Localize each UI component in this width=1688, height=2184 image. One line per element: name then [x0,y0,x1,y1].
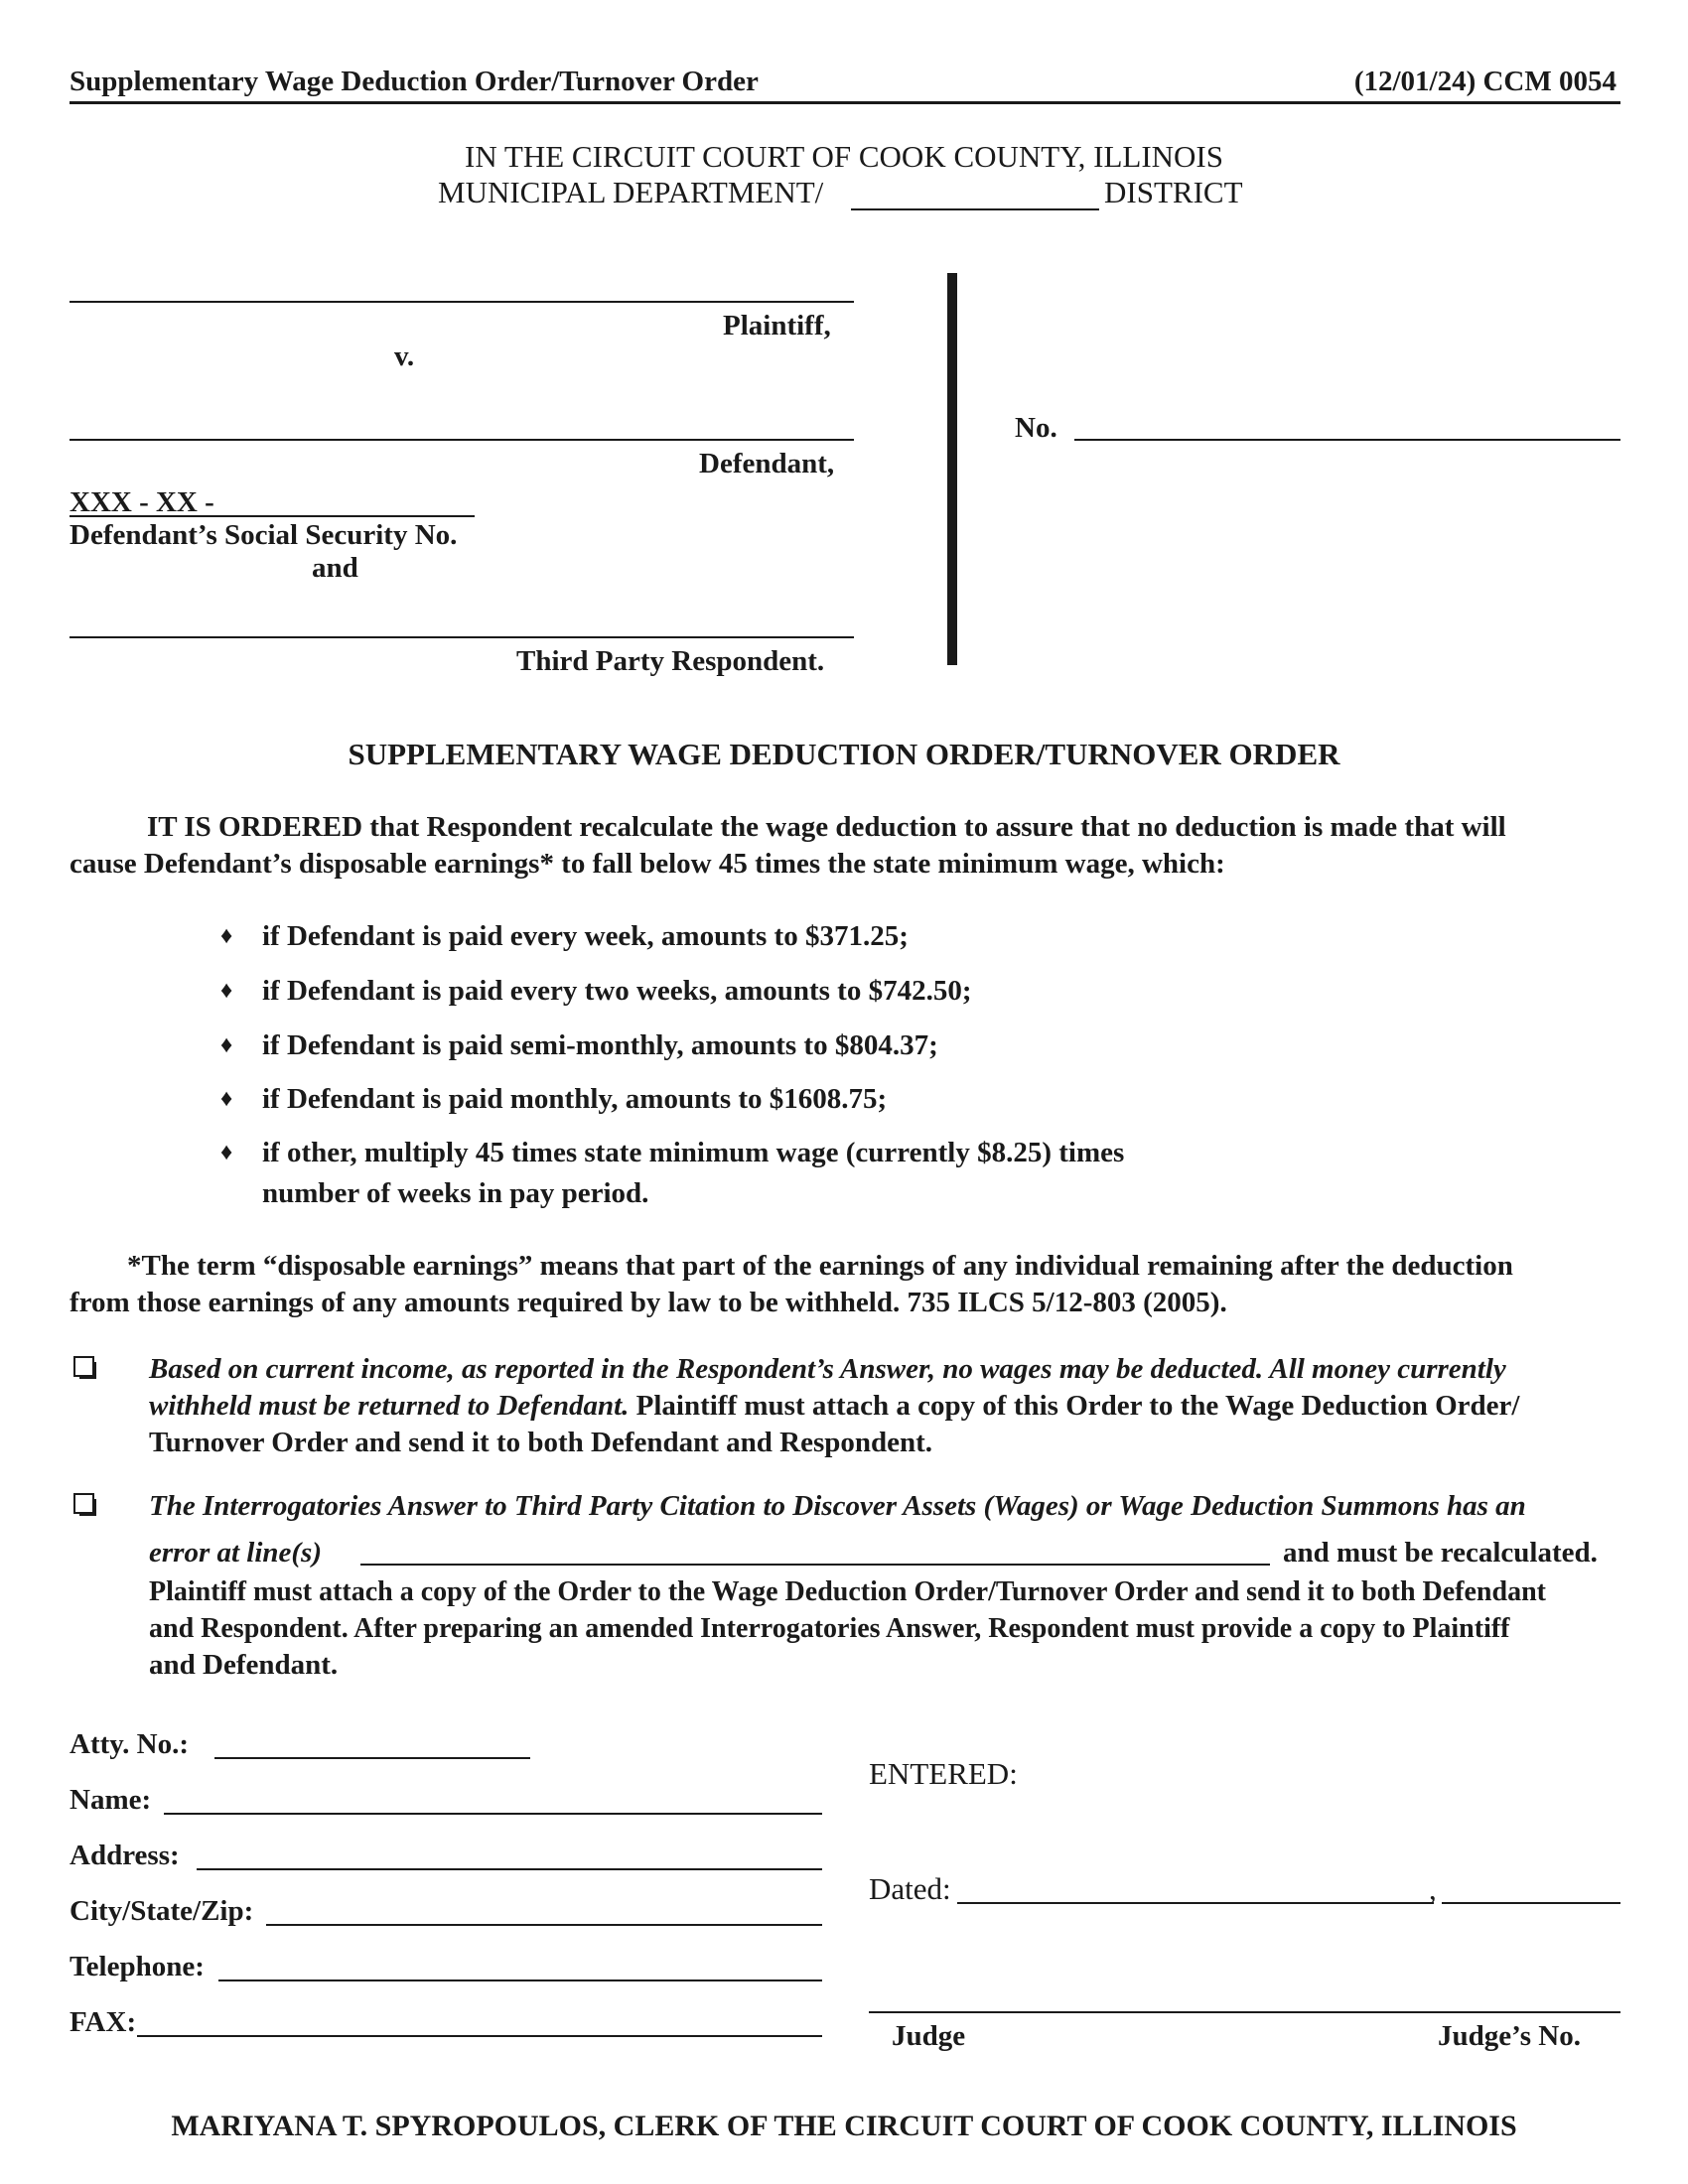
address-field[interactable] [197,1868,822,1870]
fax-field[interactable] [137,2035,822,2037]
form-code: (12/01/24) CCM 0054 [1353,66,1617,97]
option-2-line-2-rest: and must be recalculated. [1283,1537,1598,1569]
bullet-weekly: if Defendant is paid every week, amounts to $371.25; [262,920,909,952]
plaintiff-field[interactable] [70,301,854,303]
court-name: IN THE CIRCUIT COURT OF COOK COUNTY, ILLINOIS [465,139,1223,174]
option-2-line-4: and Respondent. After preparing an amended Interrogatories Answer, Respondent must provide a copy to Plaintiff [149,1613,1510,1644]
third-party-label: Third Party Respondent. [516,645,825,677]
judge-signature-field[interactable] [869,2011,1620,2013]
third-party-field[interactable] [70,636,854,638]
atty-no-label: Atty. No.: [70,1728,190,1760]
judge-label: Judge [892,2020,966,2052]
diamond-bullet-icon: ♦ [220,1086,233,1112]
defendant-field[interactable] [70,439,854,441]
defendant-label: Defendant, [699,448,835,479]
option-1-line-2-italic: withheld must be returned to Defendant. [149,1390,630,1422]
option-2-line-5: and Defendant. [149,1649,339,1681]
form-title: Supplementary Wage Deduction Order/Turnover Order [70,66,759,97]
entered-label: ENTERED: [869,1756,1018,1791]
district-field[interactable] [851,208,1099,210]
city-field[interactable] [266,1924,822,1926]
option-no-wages-checkbox[interactable] [73,1356,94,1377]
error-lines-field[interactable] [360,1564,1270,1566]
dated-comma: , [1429,1871,1437,1906]
bullet-monthly: if Defendant is paid monthly, amounts to $1608.75; [262,1083,888,1115]
option-1-line-1: Based on current income, as reported in the Respondent’s Answer, no wages may be deducted. All money currently [149,1353,1506,1385]
judge-no-label: Judge’s No. [1438,2020,1581,2052]
name-field[interactable] [164,1813,822,1815]
footnote-line-2: from those earnings of any amounts required by law to be withheld. 735 ILCS 5/12-803 (2005). [70,1287,1227,1318]
plaintiff-label: Plaintiff, [723,310,831,341]
intro-line-1: IT IS ORDERED that Respondent recalculate the wage deduction to assure that no deduction is made that will [147,811,1506,843]
dated-label: Dated: [869,1871,951,1906]
option-1-line-2-rest: Plaintiff must attach a copy of this Order to the Wage Deduction Order/ [635,1390,1520,1422]
diamond-bullet-icon: ♦ [220,923,233,949]
bullet-semimonthly: if Defendant is paid semi-monthly, amounts to $804.37; [262,1029,938,1061]
bullet-biweekly: if Defendant is paid every two weeks, amounts to $742.50; [262,975,972,1007]
option-error-checkbox[interactable] [73,1493,94,1514]
district-label: DISTRICT [1104,175,1243,209]
ssn-prefix: XXX - XX - [70,486,214,518]
option-2-line-1: The Interrogatories Answer to Third Party Citation to Discover Assets (Wages) or Wage Deduction Summons has an [149,1490,1526,1522]
fax-label: FAX: [70,2006,137,2038]
order-title: SUPPLEMENTARY WAGE DEDUCTION ORDER/TURNOVER ORDER [348,737,1340,771]
address-label: Address: [70,1840,180,1871]
and-label: and [312,552,358,584]
option-1-line-3: Turnover Order and send it to both Defendant and Respondent. [149,1427,933,1458]
option-2-line-3: Plaintiff must attach a copy of the Order to the Wage Deduction Order/Turnover Order and send it to both Defendant [149,1576,1546,1607]
year-field[interactable] [1442,1902,1620,1904]
bullet-other-cont: number of weeks in pay period. [262,1177,649,1209]
diamond-bullet-icon: ♦ [220,1140,233,1165]
diamond-bullet-icon: ♦ [220,978,233,1004]
department-label: MUNICIPAL DEPARTMENT/ [438,175,824,209]
city-label: City/State/Zip: [70,1895,254,1927]
name-label: Name: [70,1784,152,1816]
diamond-bullet-icon: ♦ [220,1032,233,1058]
case-no-label: No. [1015,412,1057,444]
clerk-footer: MARIYANA T. SPYROPOULOS, CLERK OF THE CIRCUIT COURT OF COOK COUNTY, ILLINOIS [171,2110,1517,2142]
ssn-label: Defendant’s Social Security No. [70,519,458,551]
intro-line-2: cause Defendant’s disposable earnings* to fall below 45 times the state minimum wage, which: [70,848,1225,880]
atty-no-field[interactable] [214,1757,530,1759]
caption-divider [947,273,957,665]
telephone-field[interactable] [218,1979,822,1981]
ssn-field[interactable] [70,515,475,517]
bullet-other: if other, multiply 45 times state minimum wage (currently $8.25) times [262,1137,1125,1168]
option-2-line-2-italic: error at line(s) [149,1537,322,1569]
dated-field[interactable] [957,1902,1434,1904]
case-no-field[interactable] [1074,439,1620,441]
footnote-line-1: *The term “disposable earnings” means that part of the earnings of any individual remaining after the deduction [127,1250,1513,1282]
versus-label: v. [394,341,415,372]
telephone-label: Telephone: [70,1951,205,1982]
header-rule [70,101,1620,104]
